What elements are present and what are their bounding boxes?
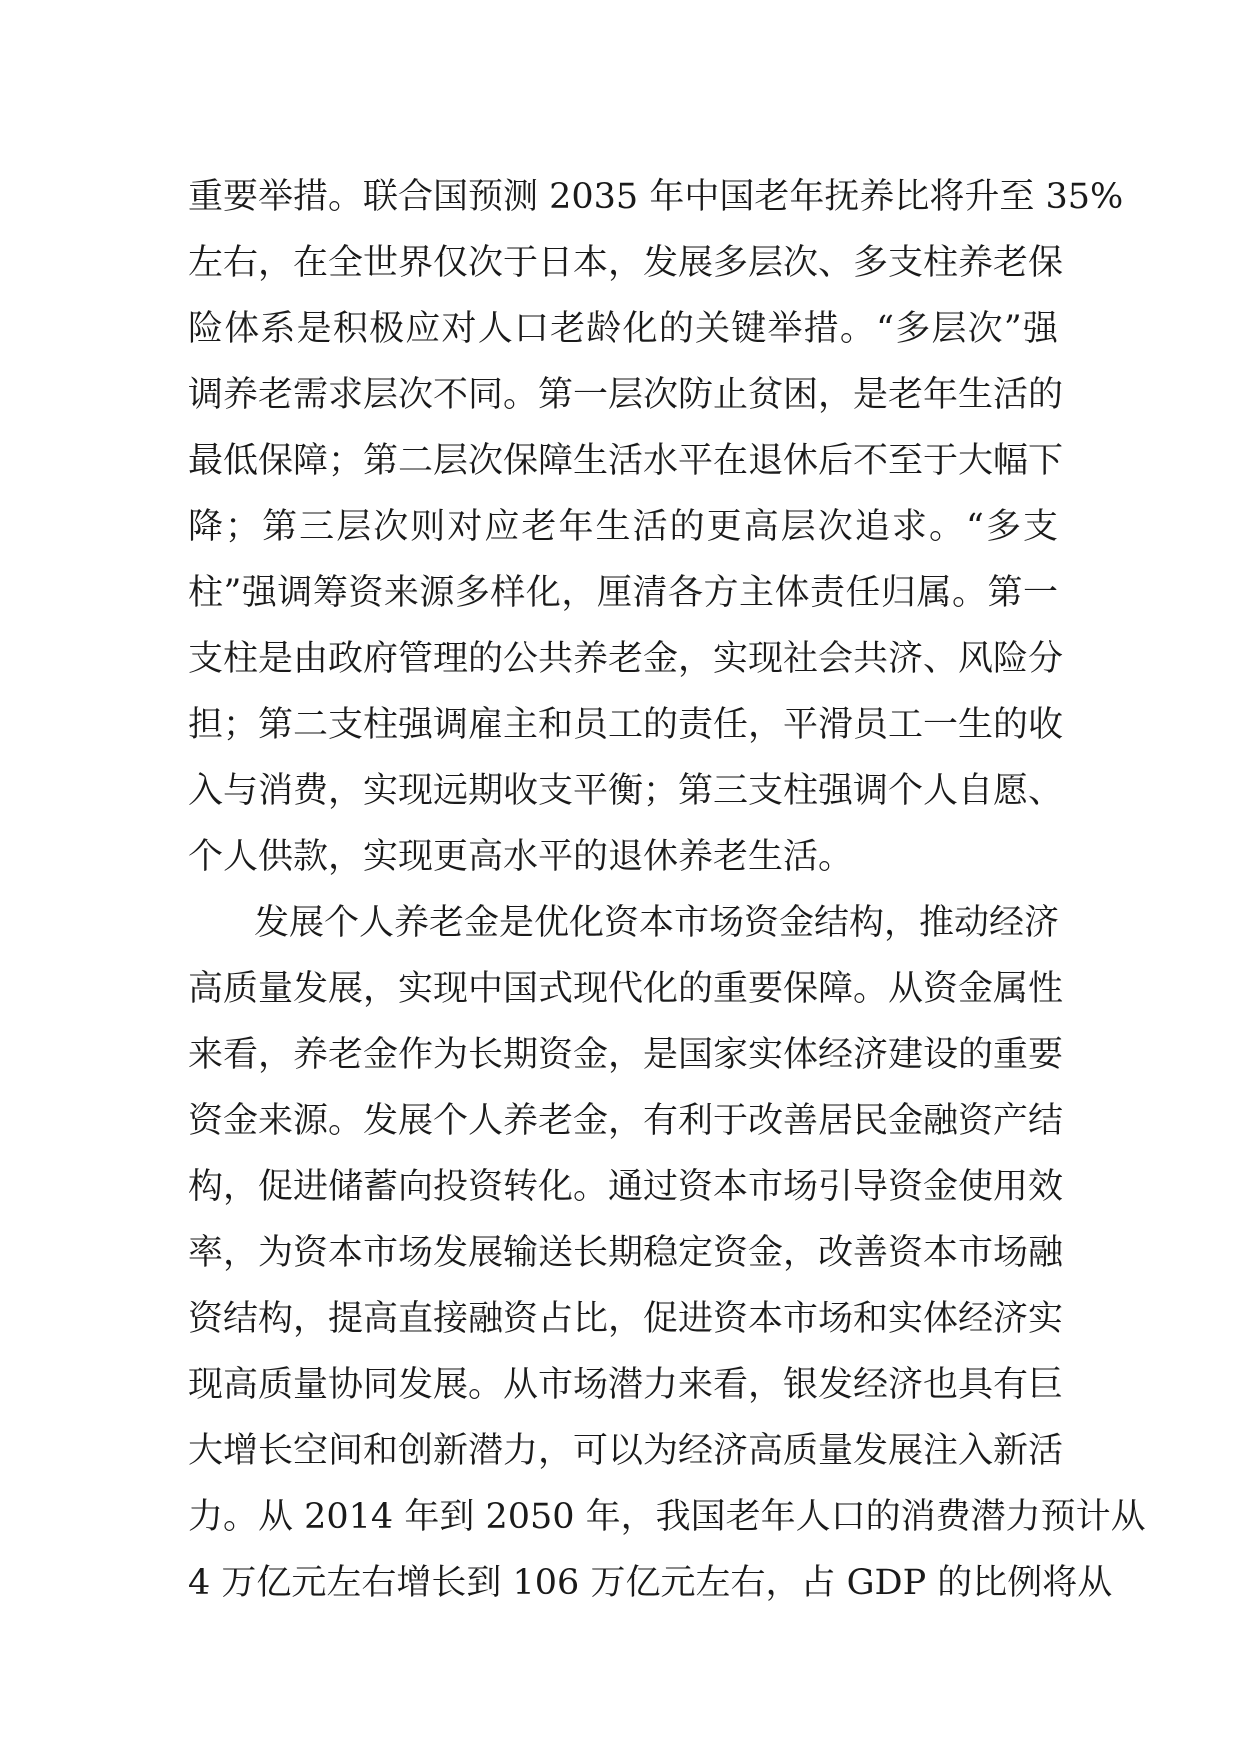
text-line: 最低保障；第二层次保障生活水平在退休后不至于大幅下 bbox=[188, 441, 1064, 481]
text-line: 力。从 2014 年到 2050 年，我国老年人口的消费潜力预计从 bbox=[188, 1497, 1146, 1537]
text-line: 调养老需求层次不同。第一层次防止贫困，是老年生活的 bbox=[188, 375, 1064, 415]
text-line: 担；第二支柱强调雇主和员工的责任，平滑员工一生的收 bbox=[188, 705, 1064, 745]
text-line: 支柱是由政府管理的公共养老金，实现社会共济、风险分 bbox=[188, 639, 1064, 679]
text-line: 入与消费，实现远期收支平衡；第三支柱强调个人自愿、 bbox=[188, 771, 1064, 811]
text-line: 发展个人养老金是优化资本市场资金结构，推动经济 bbox=[254, 903, 1060, 943]
text-line: 高质量发展，实现中国式现代化的重要保障。从资金属性 bbox=[188, 969, 1064, 1009]
text-line: 柱”强调筹资来源多样化，厘清各方主体责任归属。第一 bbox=[188, 573, 1058, 613]
text-line: 险体系是积极应对人口老龄化的关键举措。“多层次”强 bbox=[188, 309, 1058, 349]
text-line: 资结构，提高直接融资占比，促进资本市场和实体经济实 bbox=[188, 1299, 1064, 1339]
body-text bbox=[188, 164, 1146, 1616]
text-line: 重要举措。联合国预测 2035 年中国老年抚养比将升至 35% bbox=[188, 177, 1124, 217]
text-line: 现高质量协同发展。从市场潜力来看，银发经济也具有巨 bbox=[188, 1365, 1064, 1405]
text-line: 个人供款，实现更高水平的退休养老生活。 bbox=[188, 837, 854, 877]
text-line: 4 万亿元左右增长到 106 万亿元左右，占 GDP 的比例将从 bbox=[188, 1563, 1113, 1603]
text-line: 左右，在全世界仅次于日本，发展多层次、多支柱养老保 bbox=[188, 243, 1064, 283]
text-line: 率，为资本市场发展输送长期稳定资金，改善资本市场融 bbox=[188, 1233, 1064, 1273]
text-line: 构，促进储蓄向投资转化。通过资本市场引导资金使用效 bbox=[188, 1167, 1064, 1207]
text-line: 来看，养老金作为长期资金，是国家实体经济建设的重要 bbox=[188, 1035, 1064, 1075]
text-line: 大增长空间和创新潜力，可以为经济高质量发展注入新活 bbox=[188, 1431, 1064, 1471]
text-line: 资金来源。发展个人养老金，有利于改善居民金融资产结 bbox=[188, 1101, 1064, 1141]
text-line: 降；第三层次则对应老年生活的更高层次追求。“多支 bbox=[188, 507, 1058, 547]
